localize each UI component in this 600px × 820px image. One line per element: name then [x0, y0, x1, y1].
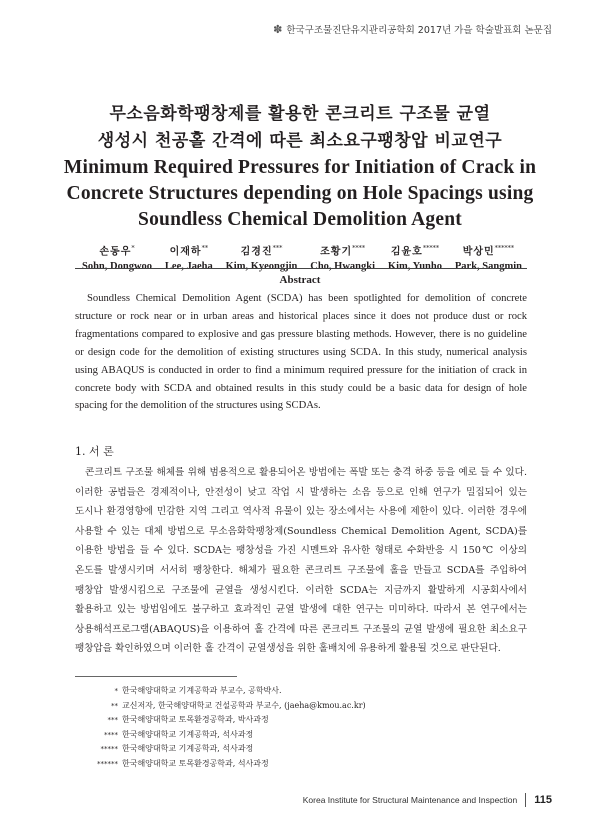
author-korean-name: 이재하 [169, 246, 202, 258]
footnote-mark: **** [104, 730, 118, 739]
footnote [75, 728, 366, 743]
page-footer [303, 793, 552, 807]
section-heading: 1. 서 론 [75, 445, 114, 458]
footnote-mark: *** [107, 716, 118, 725]
footnote [75, 757, 366, 772]
author-english-name: Park, Sangmin [454, 261, 522, 273]
author-mark: **** [352, 244, 366, 252]
footnote-mark: * [114, 687, 118, 695]
author-korean-name: 손동우 [99, 246, 132, 258]
author [455, 241, 522, 274]
author-mark: * [131, 244, 135, 252]
abstract-heading: Abstract [279, 274, 321, 286]
abstract-text: Soundless Chemical Demolition Agent (SCDA) has been spotlighted for demolition of concrete structure or rock near or in urban areas and historical places since it does not produce dust or rock fragmentations compared to explosive and gas pressure blasting methods. However, there is no guideline or design code for the demolition of existing structures using SCDA. In this study, numerical analysis using ABAQUS is conducted in order to find a minimum required pressure for the initiation of crack in concrete body with SCDA and obtained results in this study could be a basic data for design of hole spacing for the demolition of the structures using SCDAs. [75, 293, 527, 412]
author-mark: ***** [422, 244, 440, 252]
author-korean-name: 박상민 [462, 246, 495, 258]
korean-title-line-2: 생성시 천공홀 간격에 따른 최소요구팽창압 비교연구 [97, 131, 503, 151]
author-english-name: Sohn, Dongwoo [82, 261, 153, 273]
flower-icon: ✽ [273, 22, 283, 36]
author [388, 241, 442, 274]
author-korean-name: 김윤호 [390, 246, 423, 258]
footer-separator [525, 793, 526, 807]
footnote-divider [75, 676, 237, 677]
english-title-line-1: Minimum Required Pressures for Initiation of Crack in [63, 157, 537, 178]
institute-name: Korea Institute for Structural Maintenance and Inspection [302, 795, 518, 805]
footnote [75, 713, 366, 728]
author-english-name: Kim, Yunho [387, 261, 442, 273]
footnote-mark: ** [111, 701, 118, 710]
footnote-text: 한국해양대학교 토목환경공학과, 박사과정 [122, 715, 269, 725]
author-mark: ****** [494, 244, 515, 252]
footnote-text: 교신저자, 한국해양대학교 건설공학과 부교수, (jaeha@kmou.ac.kr) [122, 700, 366, 710]
author-korean-name: 김경진 [240, 246, 273, 258]
author-english-name: Lee, Jaeha [164, 261, 213, 273]
footnote-mark: ****** [97, 759, 118, 768]
footnote [75, 699, 366, 714]
author-english-name: Kim, Kyeongjin [225, 261, 298, 273]
author [226, 241, 298, 274]
author-mark: ** [201, 244, 209, 252]
footnote-mark: ***** [100, 745, 118, 754]
footnotes [75, 684, 366, 772]
author-english-name: Cho, Hwangki [310, 261, 376, 273]
footnote-text: 한국해양대학교 기계공학과, 석사과정 [122, 729, 254, 739]
journal-name: 한국구조물진단유지관리공학회 2017년 가을 학술발표회 논문집 [286, 25, 552, 36]
footnote [75, 742, 366, 757]
author [310, 241, 375, 274]
section-body: 콘크리트 구조물 해체를 위해 범용적으로 활용되어온 방법에는 폭발 또는 충격 하중 등을 예로 들 수 있다. 이러한 공법들은 경제적이나, 안전성이 낮고 작업 시 발생하는 소음 등으로 인해 연구가 밀집되어 있는 도시나 환경영향에 민감한 지역 그리고 역사적 유물이 있는 장소에서는 사용에 제한이 있다. 이러한 경우에 사용할 수 있는 대체 방법으로 무소음화학팽창제(Soundless Chemical Demolition Agent, SCDA)를 이용한 방법을 들 수 있다. SCDA는 팽창성을 가진 시멘트와 유사한 형태로 수화반응 시 150℃ 이상의 온도를 발생시키며 서서히 팽창한다. 해체가 필요한 콘크리트 구조물에 홀을 만들고 SCDA를 주입하여 팽창압 발생시킴으로 구조물에 균열을 생성시킨다. 이러한 SCDA는 지금까지 활발하게 시공회사에서 활용하고 있는 방법임에도 불구하고 효과적인 균열 발생에 대한 연구는 미미하다. 따라서 본 연구에서는 상용해석프로그램(ABAQUS)을 이용하여 홀 간격에 따른 콘크리트 구조물의 균열 발생에 필요한 최소요구 팽창압을 확인하였으며 이러한 홀 간격이 균열생성을 위한 홀배치에 유용하게 활용될 것으로 판단된다. [75, 467, 527, 655]
korean-title-line-1: 무소음화학팽창제를 활용한 콘크리트 구조물 균열 [109, 104, 491, 124]
footnote-text: 한국해양대학교 기계공학과, 석사과정 [122, 744, 254, 754]
author-list [82, 241, 522, 274]
author [82, 241, 152, 274]
author-mark: *** [272, 244, 283, 252]
running-header [273, 22, 552, 36]
footnote [75, 684, 366, 699]
title-divider [75, 268, 527, 269]
footnote-text: 한국해양대학교 토목환경공학과, 석사과정 [122, 758, 269, 768]
english-title-line-2: Concrete Structures depending on Hole Spacings using [66, 183, 534, 204]
english-title-line-3: Soundless Chemical Demolition Agent [138, 209, 462, 230]
author-korean-name: 조황기 [320, 246, 353, 258]
author [165, 241, 213, 274]
page-number: 115 [534, 794, 552, 806]
footnote-text: 한국해양대학교 기계공학과 부교수, 공학박사. [122, 686, 282, 695]
